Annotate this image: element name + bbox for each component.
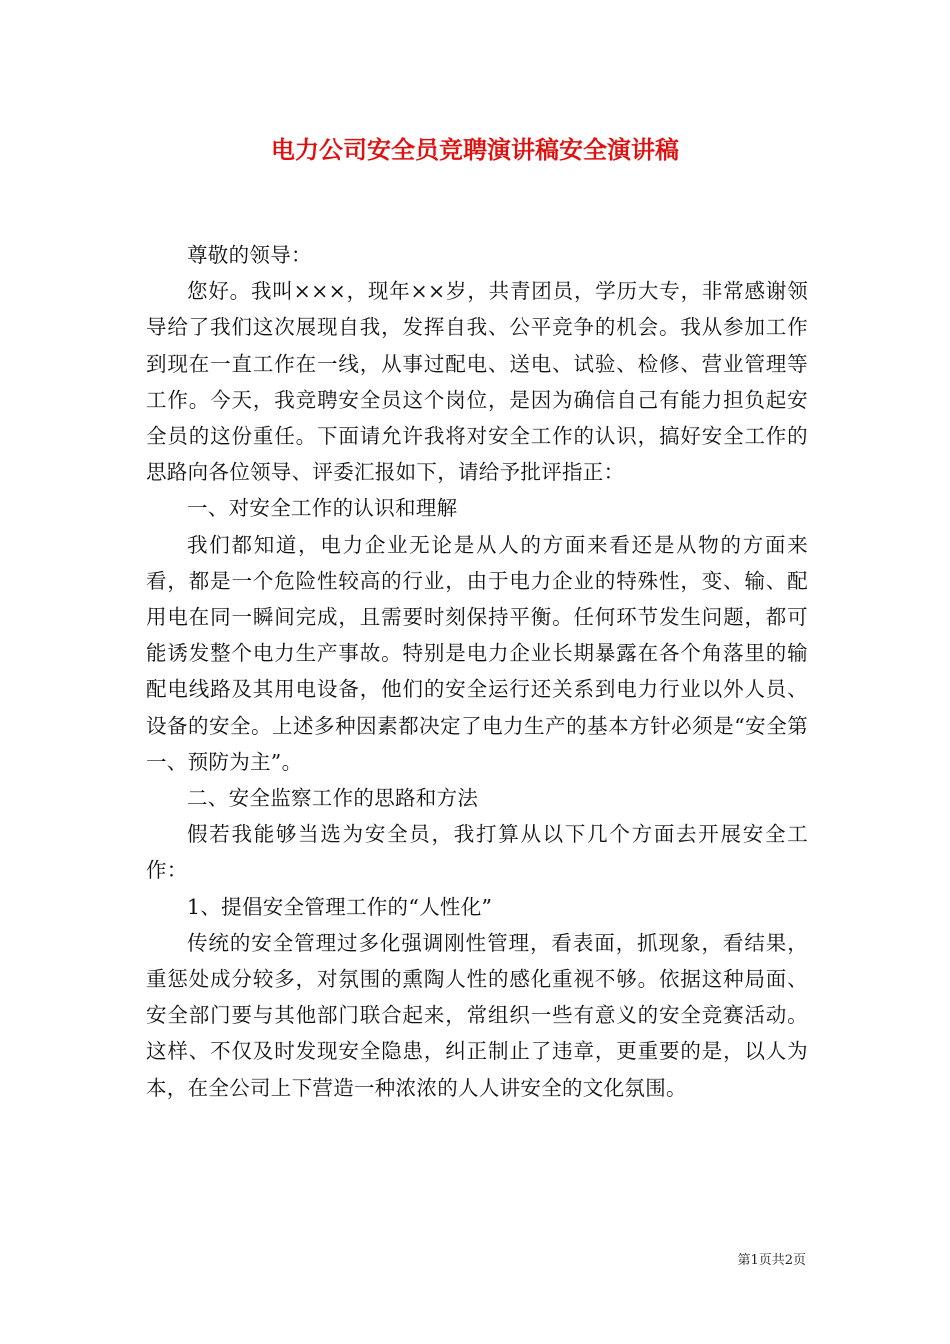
body-paragraph: 传统的安全管理过多化强调刚性管理，看表面，抓现象，看结果，重惩处成分较多，对氛围的熏陶人性的感化重视不够。依据这种局面、安全部门要与其他部门联合起来，常组织一些有意义的安全竞赛活动。这样、不仅及时发现安全隐患，纠正制止了违章，更重要的是，以人为本，在全公司上下营造一种浓浓的人人讲安全的文化氛围。 [146, 930, 808, 1100]
body-paragraph: 您好。我叫×××，现年××岁，共青团员，学历大专，非常感谢领导给了我们这次展现自我，发挥自我、公平竞争的机会。我从参加工作到现在一直工作在一线，从事过配电、送电、试验、检修、营业管理等工作。今天，我竞聘安全员这个岗位，是因为确信自己有能力担负起安全员的这份重任。下面请允许我将对安全工作的认识，搞好安全工作的思路向各位领导、评委汇报如下，请给予批评指正： [146, 279, 808, 485]
subsection-heading: 1、提倡安全管理工作的“人性化” [187, 894, 493, 919]
body-paragraph: 假若我能够当选为安全员，我打算从以下几个方面去开展安全工作： [146, 822, 808, 883]
section-heading: 一、对安全工作的认识和理解 [187, 496, 458, 521]
salutation-paragraph: 尊敬的领导： [187, 243, 312, 267]
page-number: 第1页共2页 [737, 1253, 806, 1268]
body-paragraph: 我们都知道，电力企业无论是从人的方面来看还是从物的方面来看，都是一个危险性较高的行业，由于电力企业的特殊性，变、输、配用电在同一瞬间完成，且需要时刻保持平衡。任何环节发生问题，都可能诱发整个电力生产事故。特别是电力企业长期暴露在各个角落里的输配电线路及其用电设备，他们的安全运行还关系到电力行业以外人员、设备的安全。上述多种因素都决定了电力生产的基本方针必须是“安全第一、预防为主”。 [146, 532, 808, 774]
document-title: 电力公司安全员竞聘演讲稿安全演讲稿 [271, 136, 679, 164]
document-body [146, 237, 808, 1106]
section-heading: 二、安全监察工作的思路和方法 [187, 786, 479, 811]
